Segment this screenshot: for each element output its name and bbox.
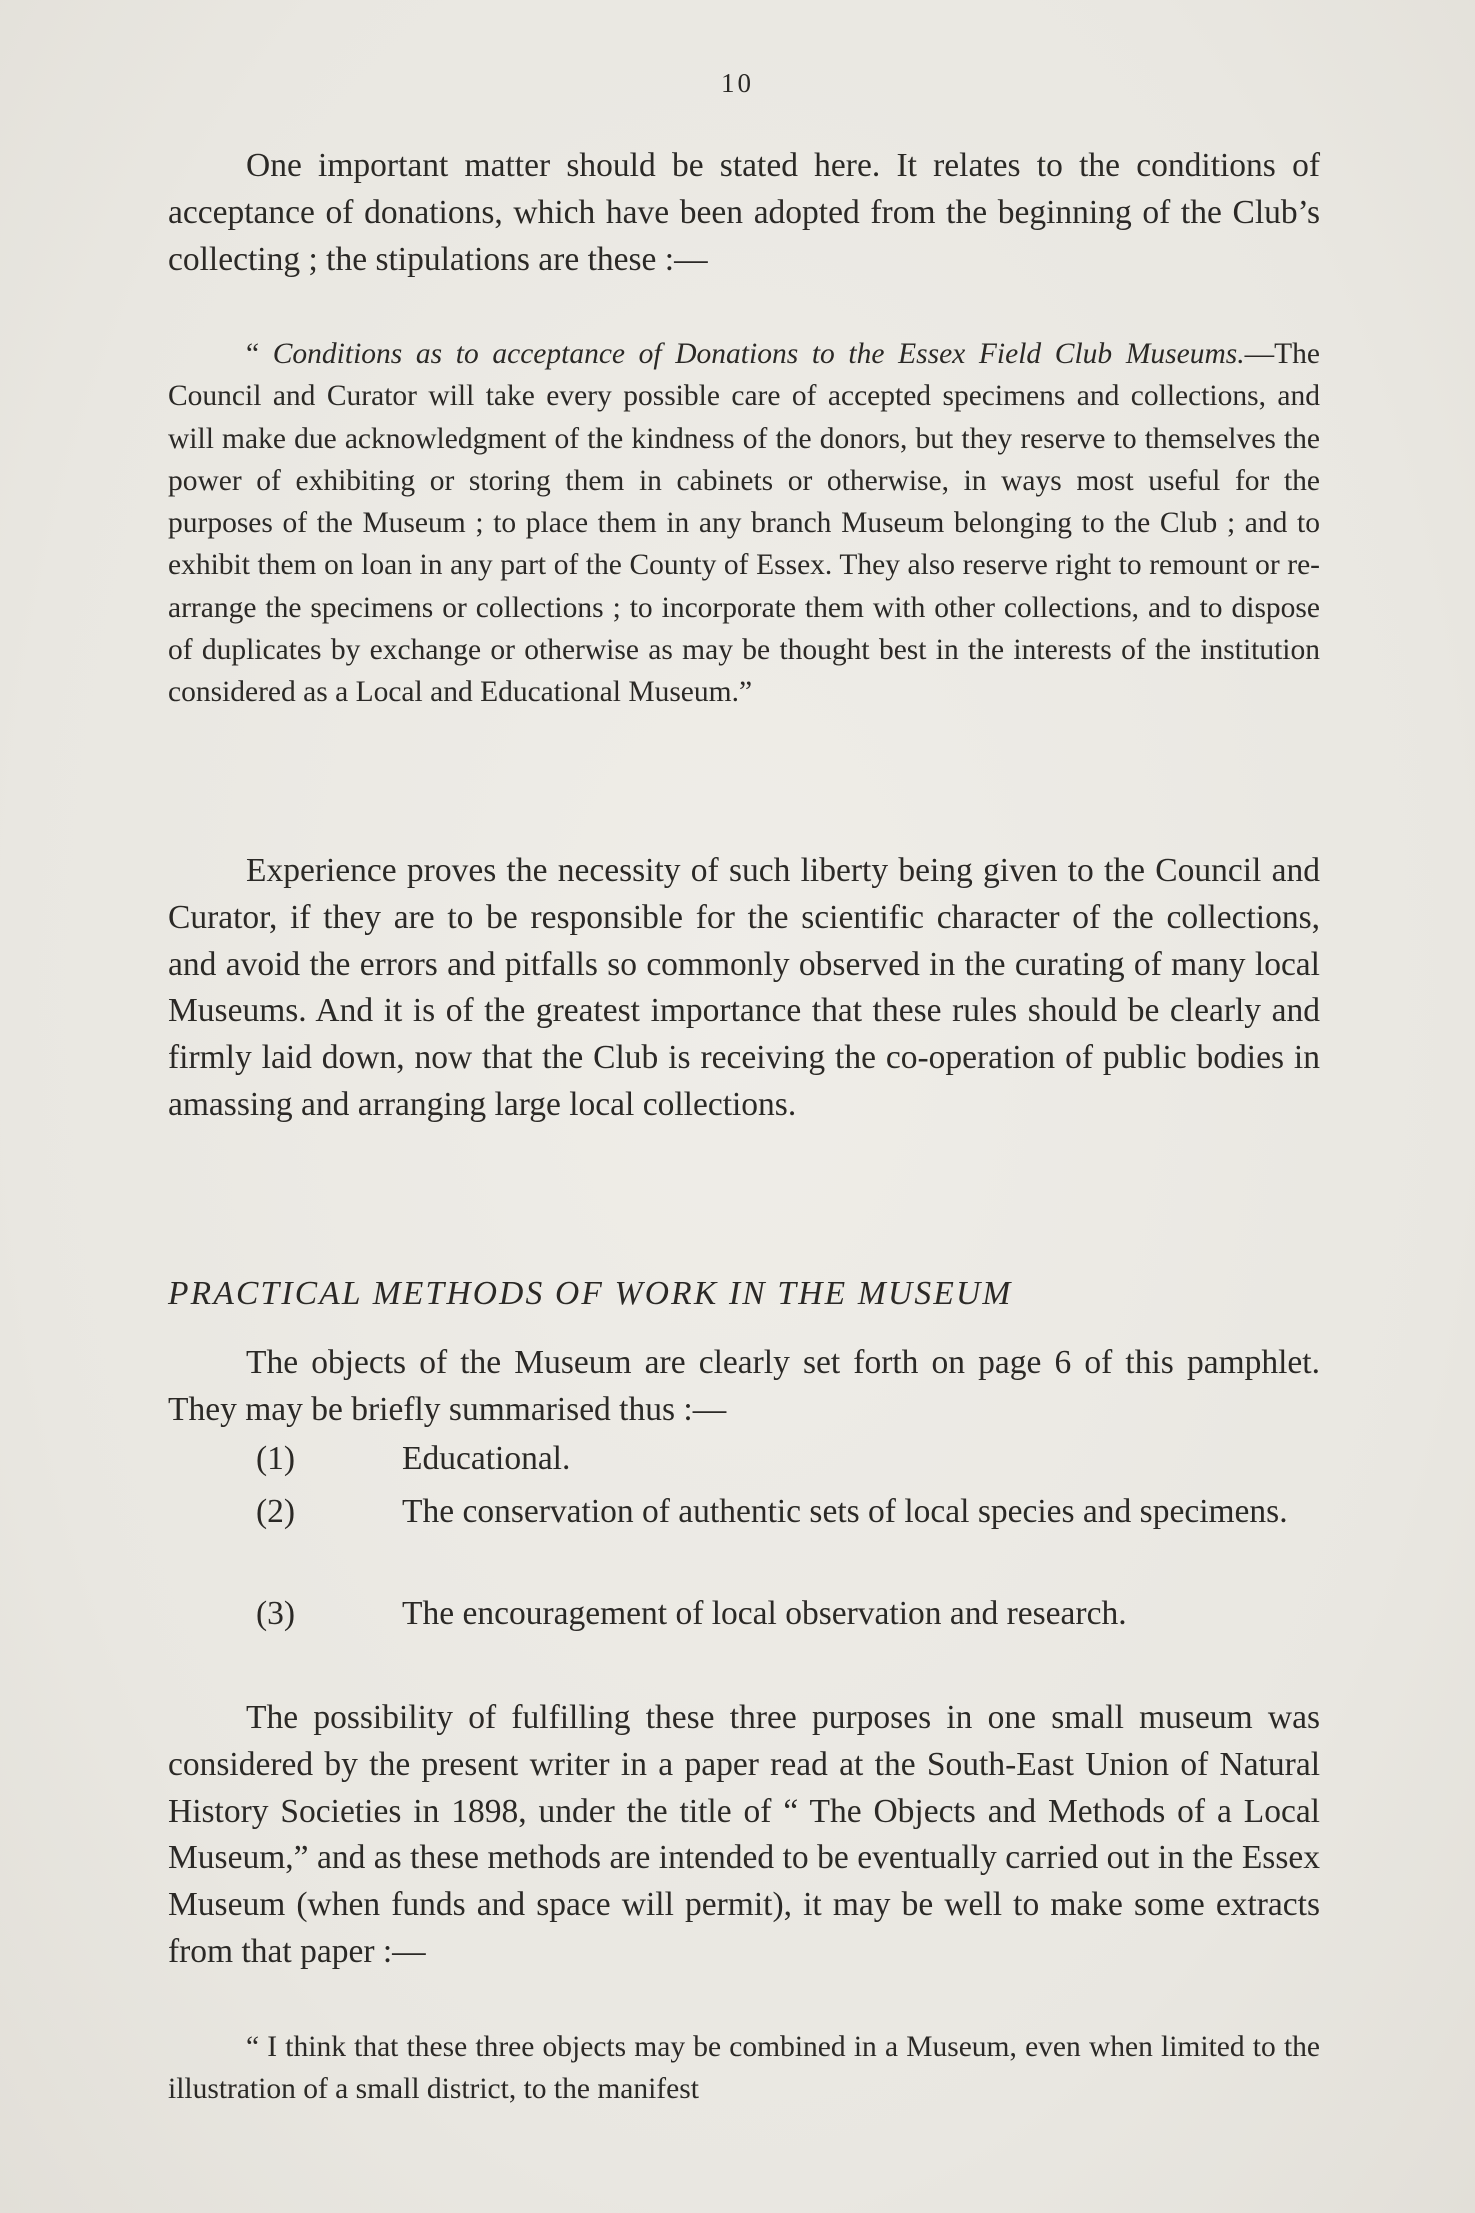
possibility-paragraph: The possibility of fulfilling these three purposes in one small museum was considered by the present writer in a paper read at the South-East Union of Natural History Societies in 1898, under the title of “ The Objects and Methods of a Local Museum,” and as these methods are intended to be eventually carried out in the Essex Museum (when funds and space will permit), it may be well to make some extracts from that paper :— bbox=[168, 1699, 1320, 1970]
objects-list bbox=[0, 1436, 1320, 1685]
list-item-text: The encouragement of local observation and research. bbox=[402, 1595, 1127, 1632]
list-item bbox=[0, 1489, 1320, 1583]
quote-open-mark: “ bbox=[246, 338, 273, 370]
list-item-text: The conservation of authentic sets of local species and specimens. bbox=[402, 1493, 1288, 1530]
list-item-number: (3) bbox=[256, 1595, 296, 1632]
conditions-quote-body: —The Council and Curator will take every possible care of accepted specimens and collections, and will make due acknowledgment of the kindness of the donors, but they reserve to themselves the power of exhibiting or storing them in cabinets or otherwise, in ways most useful for the purposes of the Museum ; to place them in any branch Museum belonging to the Club ; and to exhibit them on loan in any part of the County of Essex. They also reserve right to remount or re-arrange the specimens or collections ; to incorporate them with other collections, and to dispose of duplicates by exchange or otherwise as may be thought best in the interests of the institution considered as a Local and Educational Museum.” bbox=[168, 338, 1321, 709]
conditions-quote bbox=[168, 333, 1320, 714]
paper-extract-quote: “ I think that these three objects may be combined in a Museum, even when limited to the illustration of a small district, to the manifest bbox=[168, 2031, 1320, 2106]
page-number: 10 bbox=[721, 68, 754, 98]
objects-paragraph: The objects of the Museum are clearly set forth on page 6 of this pamphlet. They may be briefly summarised thus :— bbox=[168, 1344, 1320, 1428]
list-item-number: (2) bbox=[256, 1493, 296, 1530]
section-heading: PRACTICAL METHODS OF WORK IN THE MUSEUM bbox=[168, 1275, 1013, 1312]
list-item-number: (1) bbox=[256, 1440, 296, 1477]
list-item bbox=[0, 1436, 1320, 1483]
conditions-quote-title: Conditions as to acceptance of Donations to the Essex Field Club Museums. bbox=[272, 338, 1245, 370]
list-item bbox=[0, 1591, 1320, 1685]
list-item-text: Educational. bbox=[402, 1440, 571, 1477]
experience-paragraph: Experience proves the necessity of such liberty being given to the Council and Curator, if they are to be responsible for the scientific character of the collections, and avoid the errors and pitfalls so commonly observed in the curating of many local Museums. And it is of the greatest importance that these rules should be clearly and firmly laid down, now that the Club is receiving the co-operation of public bodies in amassing and arranging large local collections. bbox=[168, 852, 1320, 1123]
intro-paragraph: One important matter should be stated here. It relates to the conditions of acceptance of donations, which have been adopted from the beginning of the Club’s collecting ; the stipulations are these :— bbox=[168, 147, 1320, 278]
